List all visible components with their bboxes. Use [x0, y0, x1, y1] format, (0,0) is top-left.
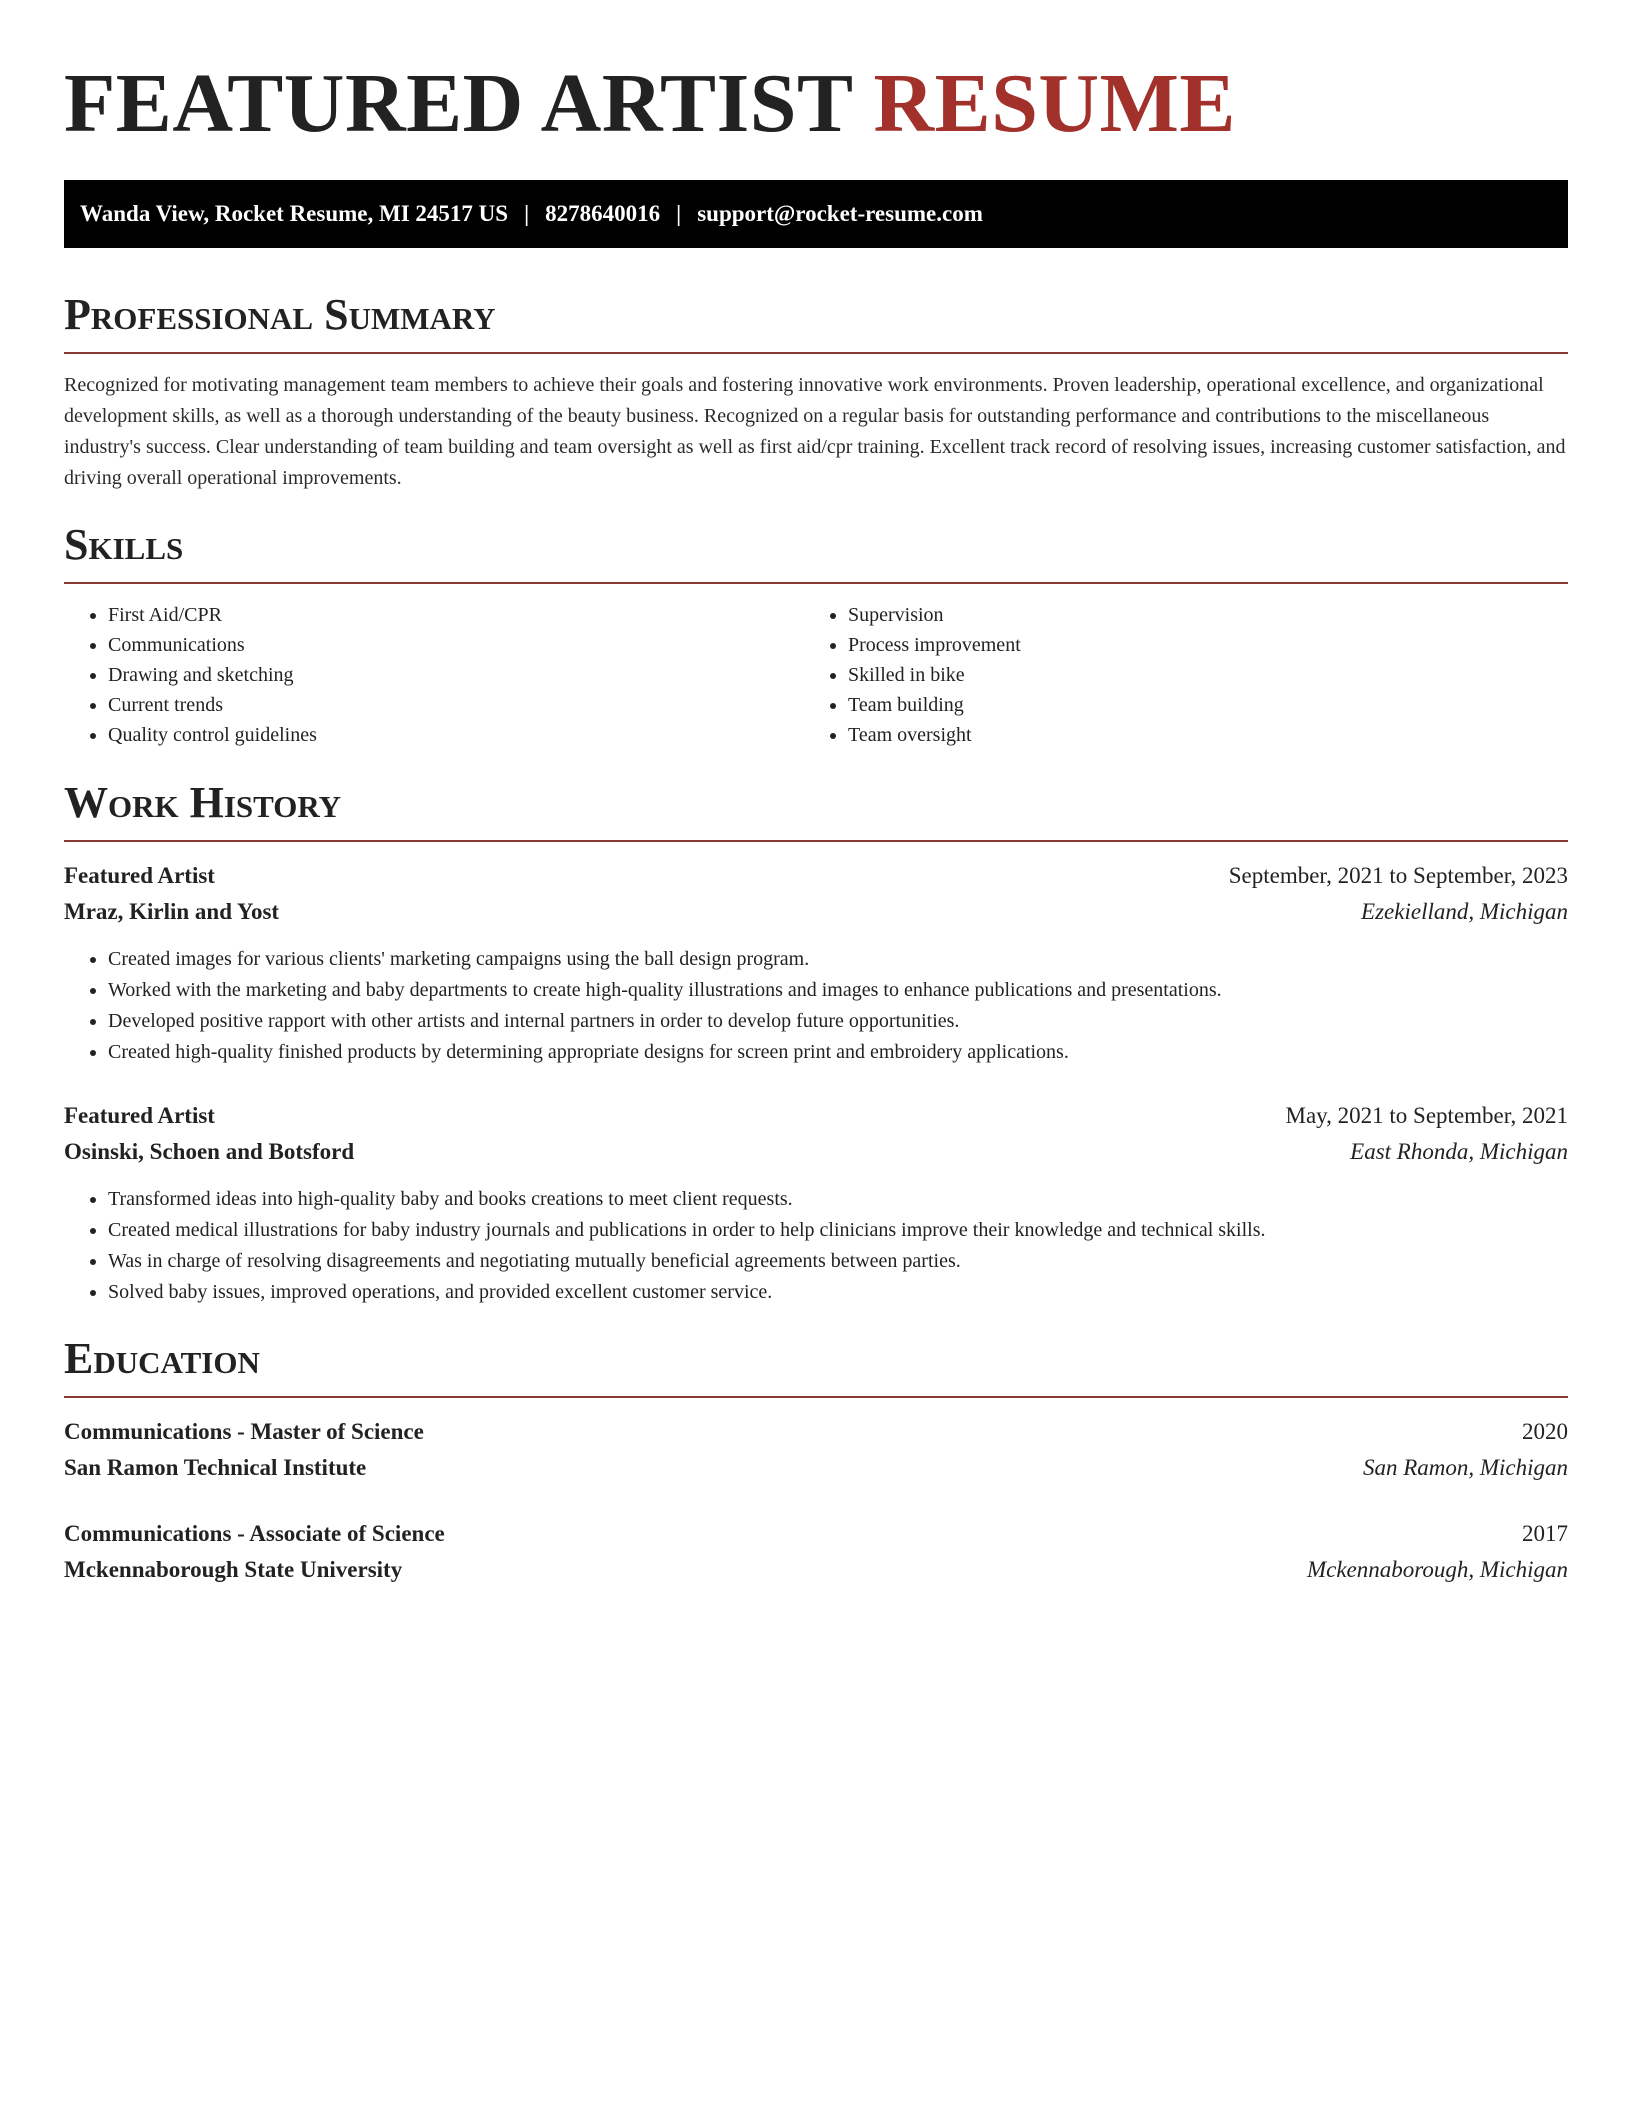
job-dates: May, 2021 to September, 2021 [1285, 1103, 1568, 1128]
section-heading-summary: Professional Summary [64, 290, 496, 339]
skills-list-right [804, 600, 1544, 750]
skill-item: • Communications [108, 630, 804, 660]
education-year: 2020 [1522, 1419, 1568, 1444]
education-degree-row [64, 1516, 1568, 1552]
skills-columns [64, 600, 1568, 750]
skill-item: • Supervision [848, 600, 1544, 630]
resume-title [64, 0, 1568, 152]
job-company: Osinski, Schoen and Botsford [64, 1139, 355, 1164]
job-bullet: • Created high-quality finished products by determining appropriate designs for screen print and embroidery applications. [108, 1037, 1568, 1068]
job-company-row [64, 1134, 1568, 1170]
education-school: Mckennaborough State University [64, 1557, 403, 1582]
education-location: San Ramon, Michigan [1362, 1455, 1568, 1480]
education-location: Mckennaborough, Michigan [1306, 1557, 1568, 1582]
skills-list-left [64, 600, 804, 750]
job-company: Mraz, Kirlin and Yost [64, 899, 280, 924]
education-entry [64, 1414, 1568, 1486]
education-school-row [64, 1552, 1568, 1588]
job-bullet: • Solved baby issues, improved operations, and provided excellent customer service. [108, 1277, 1568, 1308]
job-bullet: • Was in charge of resolving disagreements and negotiating mutually beneficial agreements between parties. [108, 1246, 1568, 1277]
skill-item: • Team oversight [848, 720, 1544, 750]
section-divider [64, 840, 1568, 842]
job-entry [64, 1098, 1568, 1308]
job-bullet: • Worked with the marketing and baby departments to create high-quality illustrations and images to enhance publications and presentations. [108, 975, 1568, 1006]
education-entry [64, 1516, 1568, 1588]
skill-item: • Current trends [108, 690, 804, 720]
job-title: Featured Artist [64, 1103, 215, 1128]
job-bullet: • Developed positive rapport with other artists and internal partners in order to develop future opportunities. [108, 1006, 1568, 1037]
section-divider [64, 352, 1568, 354]
job-dates: September, 2021 to September, 2023 [1228, 863, 1568, 888]
skill-item: • Quality control guidelines [108, 720, 804, 750]
education-degree-row [64, 1414, 1568, 1450]
job-bullet: • Transformed ideas into high-quality baby and books creations to meet client requests. [108, 1184, 1568, 1215]
section-heading-education: Education [64, 1334, 260, 1383]
education-school-row [64, 1450, 1568, 1486]
contact-separator: | [524, 201, 530, 226]
section-heading-skills: Skills [64, 520, 184, 569]
contact-email: support@rocket-resume.com [697, 201, 983, 226]
job-bullet: • Created medical illustrations for baby industry journals and publications in order to help clinicians improve their knowledge and technical skills. [108, 1215, 1568, 1246]
job-header-row [64, 1098, 1568, 1134]
section-divider [64, 582, 1568, 584]
skill-item: • Drawing and sketching [108, 660, 804, 690]
contact-phone: 8278640016 [545, 201, 661, 226]
title-accent: RESUME [873, 57, 1236, 150]
job-bullets [64, 1184, 1568, 1308]
skill-item: • Process improvement [848, 630, 1544, 660]
job-bullets [64, 944, 1568, 1068]
section-divider [64, 1396, 1568, 1398]
job-location: East Rhonda, Michigan [1350, 1139, 1568, 1164]
job-location: Ezekielland, Michigan [1361, 899, 1568, 924]
contact-bar [64, 180, 1568, 248]
contact-separator: | [676, 201, 682, 226]
skill-item: • Team building [848, 690, 1544, 720]
summary-text: Recognized for motivating management team members to achieve their goals and fostering innovative work environments. Proven leadership, operational excellence, and organizational development skills, as well as a thorough understanding of the beauty business. Recognized on a regular basis for outstanding performance and contributions to the miscellaneous industry's success. Clear understanding of team building and team oversight as well as first aid/cpr training. Excellent track record of resolving issues, increasing customer satisfaction, and driving overall operational improvements. [64, 374, 1566, 489]
skill-item: • First Aid/CPR [108, 600, 804, 630]
education-school: San Ramon Technical Institute [64, 1455, 367, 1480]
education-section [64, 1334, 1568, 1588]
job-header-row [64, 858, 1568, 894]
title-main: FEATURED ARTIST [64, 57, 852, 150]
job-bullet: • Created images for various clients' marketing campaigns using the ball design program. [108, 944, 1568, 975]
education-degree: Communications - Associate of Science [64, 1521, 445, 1546]
section-heading-work-history: Work History [64, 778, 342, 827]
skill-item: • Skilled in bike [848, 660, 1544, 690]
education-year: 2017 [1522, 1521, 1568, 1546]
job-entry [64, 858, 1568, 1068]
skills-section [64, 520, 1568, 750]
contact-address: Wanda View, Rocket Resume, MI 24517 US [80, 201, 509, 226]
job-company-row [64, 894, 1568, 930]
job-title: Featured Artist [64, 863, 215, 888]
education-degree: Communications - Master of Science [64, 1419, 424, 1444]
work-history-section [64, 778, 1568, 1308]
summary-section [64, 290, 1568, 494]
